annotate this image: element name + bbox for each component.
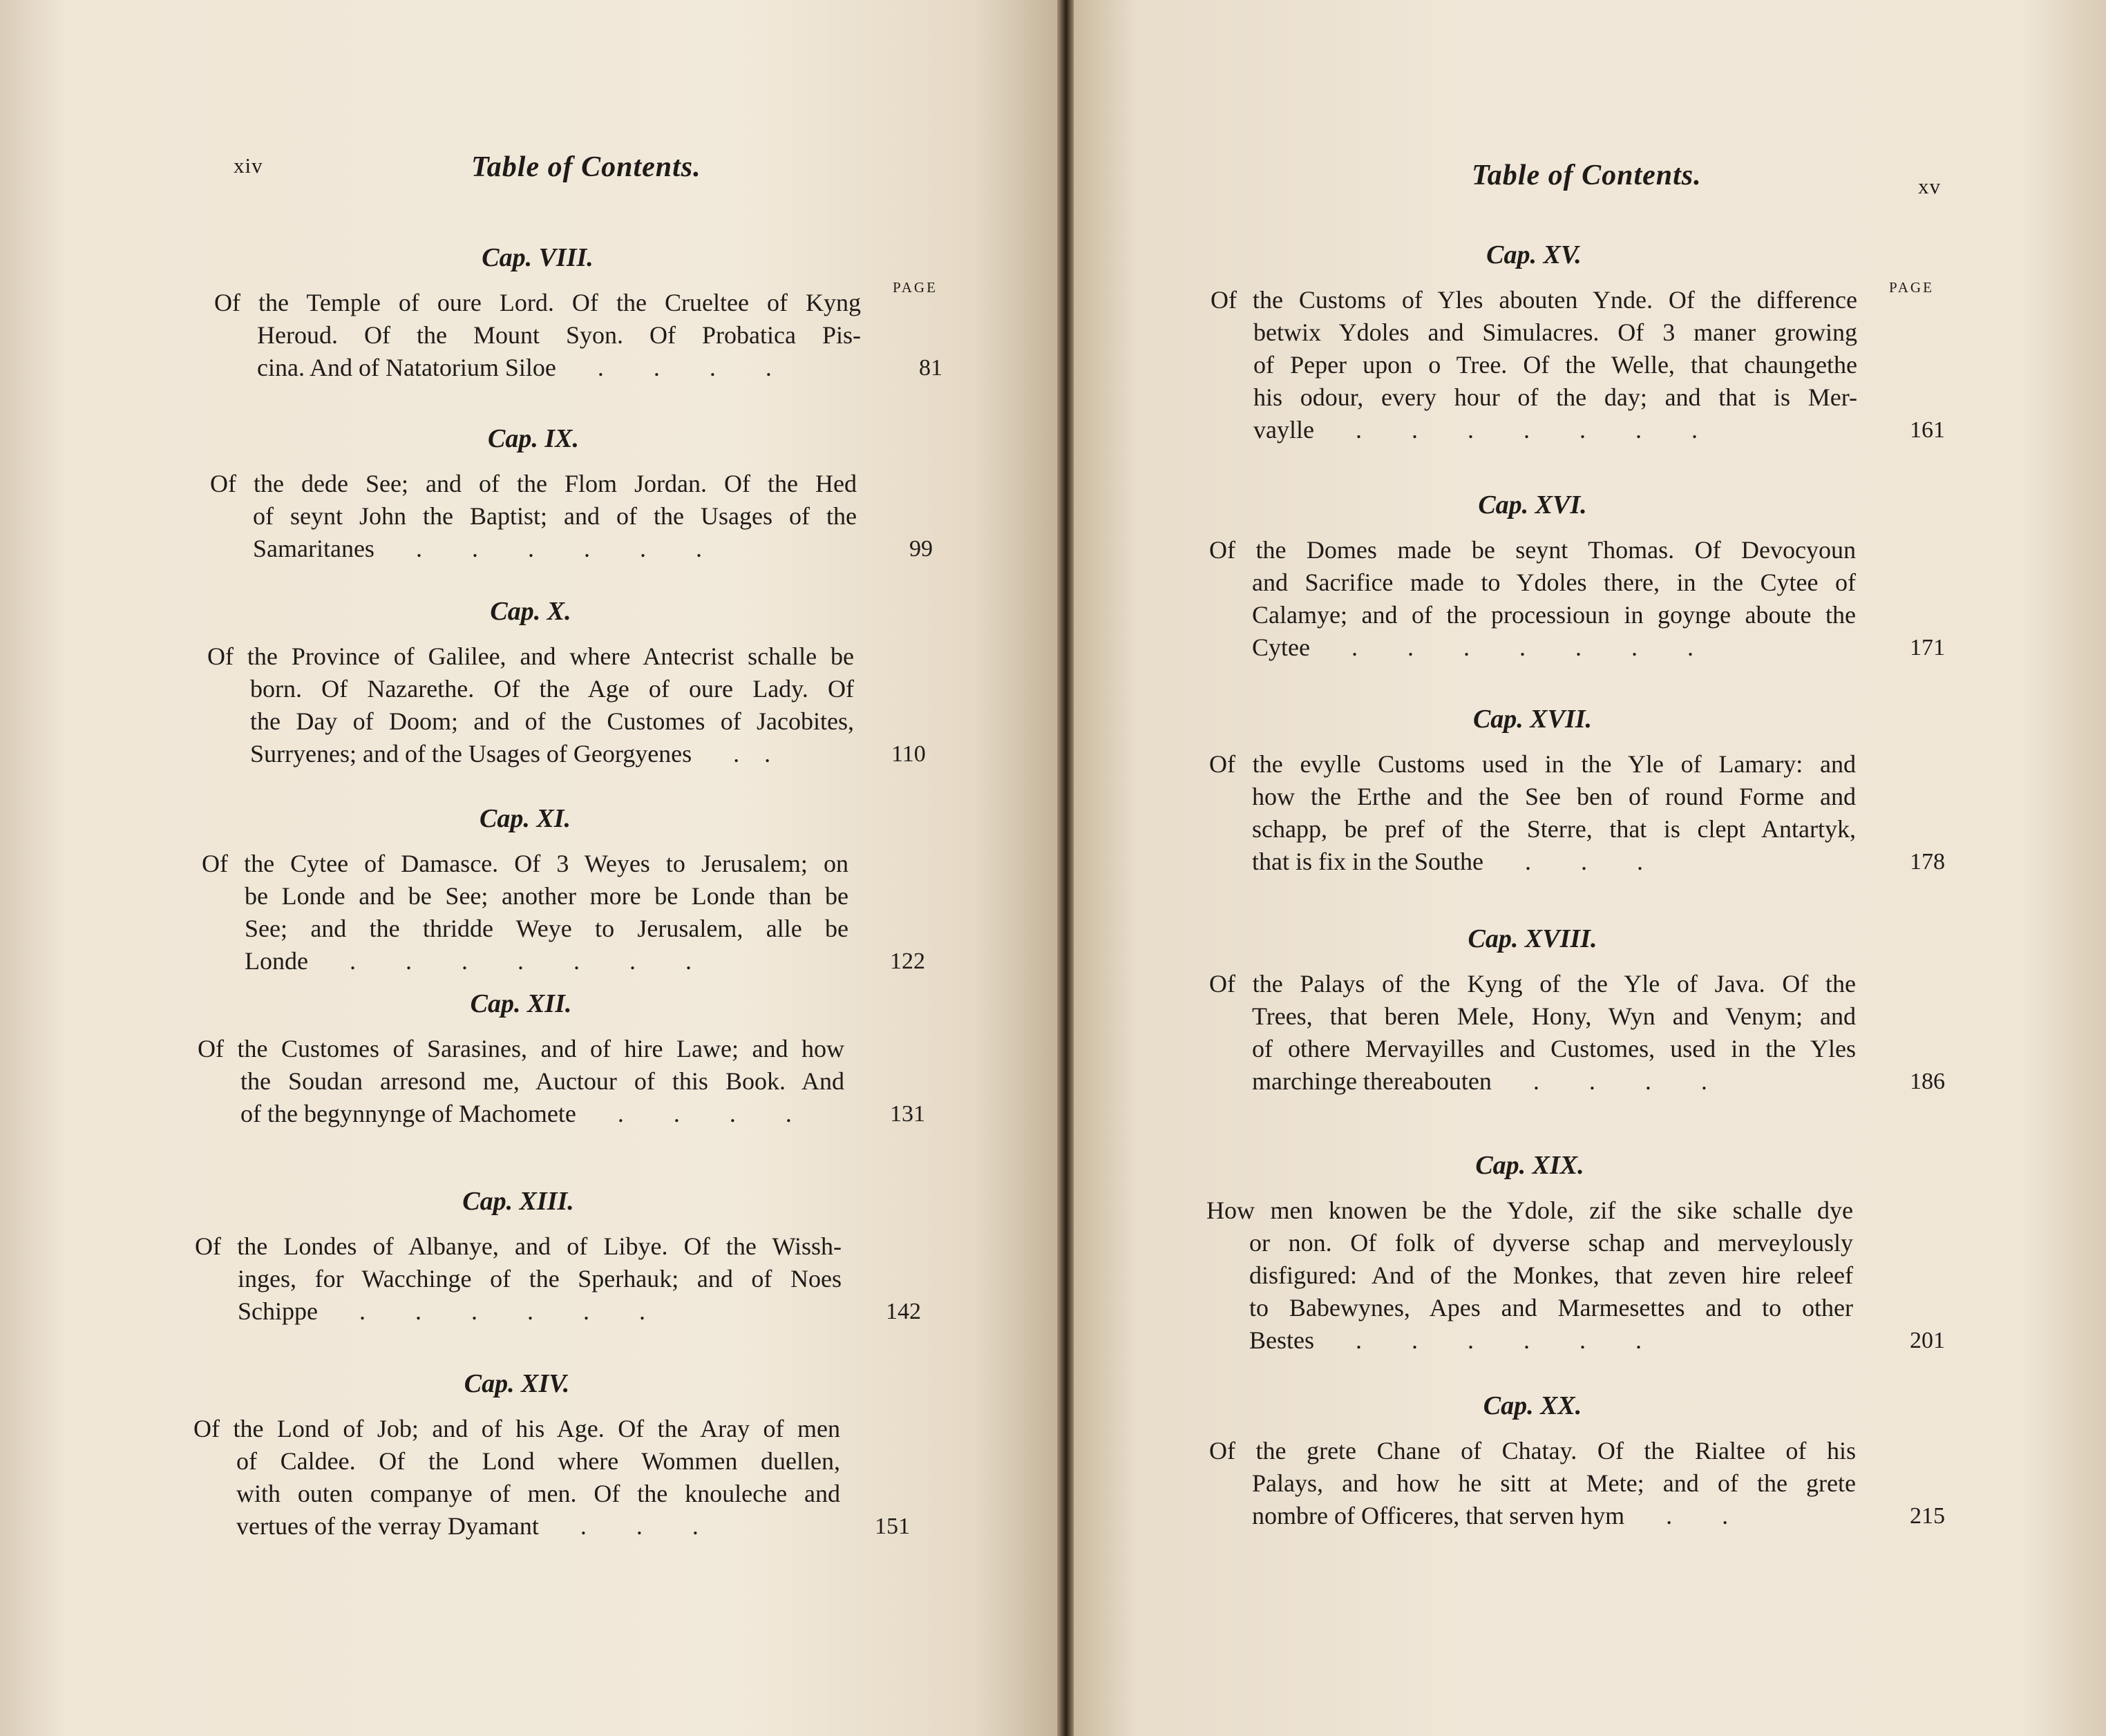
page-number: 99 [909, 536, 933, 562]
entry-text-line: his odour, every hour of the day; and that is Mer- [1253, 383, 1857, 411]
entry-text-line: to Babewynes, Apes and Marmesettes and to other [1249, 1294, 1853, 1322]
right-page [1074, 0, 2106, 1736]
entry-text-line [193, 1510, 840, 1543]
chapter-heading: Cap. XI. [480, 804, 571, 833]
entry-text-line: of seynt John the Baptist; and of the Usages of the [253, 502, 857, 530]
entry-text-line: Of the Londes of Albanye, and of Libye. Of the Wissh- [195, 1232, 842, 1260]
toc-entry [1209, 489, 1945, 664]
chapter-heading: Cap. VIII. [482, 243, 594, 272]
entry-text-line: Of the evylle Customs used in the Yle of Lamary: and [1209, 750, 1856, 778]
toc-entry [198, 988, 925, 1130]
entry-text: marchinge thereabouten [1252, 1067, 1492, 1095]
toc-entry [1209, 1390, 1945, 1532]
entry-text-line: Of the Customs of Yles abouten Ynde. Of the difference [1211, 286, 1857, 314]
leader-dots: . . . . [1533, 1067, 1707, 1095]
entry-text-line [1209, 631, 1856, 664]
page-number: 81 [919, 355, 942, 381]
toc-entry [195, 1185, 921, 1328]
chapter-heading: Cap. XV. [1486, 240, 1582, 269]
entry-text-line: of Peper upon o Tree. Of the Welle, that chaungethe [1253, 351, 1857, 379]
leader-dots: . . . . . . [415, 535, 702, 562]
entry-text-line: the Day of Doom; and of the Customes of Jacobites, [250, 707, 854, 735]
entry-text-line [1209, 1500, 1856, 1532]
page-number: 215 [1910, 1503, 1945, 1529]
entry-text: Bestes [1249, 1326, 1314, 1354]
entry-text: that is fix in the Southe [1252, 848, 1483, 875]
chapter-heading: Cap. XIX. [1475, 1151, 1584, 1180]
page-column-label: PAGE [893, 279, 938, 296]
entry-text-line: schapp, be pref of the Sterre, that is clept Antartyk, [1252, 815, 1856, 843]
entry-text-line: How men knowen be the Ydole, zif the sike schalle dye [1206, 1196, 1853, 1224]
running-head: Table of Contents. [1472, 160, 1702, 191]
leader-dots: . . . [580, 1512, 699, 1540]
entry-text-line: be Londe and be See; another more be Londe than be [245, 882, 848, 910]
entry-text-line [214, 352, 861, 384]
entry-text-line [1209, 1065, 1856, 1098]
entry-text-line [1211, 414, 1857, 446]
leader-dots: . . [1666, 1502, 1729, 1529]
entry-text-line: Trees, that beren Mele, Hony, Wyn and Venym; and [1252, 1002, 1856, 1030]
entry-text-line: Calamye; and of the processioun in goynge aboute the [1252, 601, 1856, 629]
page-number: 186 [1910, 1069, 1945, 1094]
entry-text-line: of othere Mervayilles and Customes, used in the Yles [1252, 1035, 1856, 1062]
entry-text-line: inges, for Wacchinge of the Sperhauk; and of Noes [238, 1265, 842, 1293]
page-number: 151 [875, 1514, 910, 1539]
entry-text-line: Of the Temple of oure Lord. Of the Crueltee of Kyng [214, 289, 861, 316]
chapter-heading: Cap. X. [490, 597, 571, 626]
toc-entry [207, 595, 926, 770]
entry-text-line [1206, 1324, 1853, 1357]
leader-dots: . . . . . . . [1355, 416, 1698, 443]
entry-text-line: or non. Of folk of dyverse schap and merveylously [1249, 1229, 1853, 1257]
entry-text-line: Of the Palays of the Kyng of the Yle of Java. Of the [1209, 970, 1856, 998]
entry-text-line: Of the Domes made be seynt Thomas. Of Devocyoun [1209, 536, 1856, 564]
entry-text: Cytee [1252, 633, 1310, 661]
entry-text: Surryenes; and of the Usages of Georgyenes [250, 740, 692, 767]
entry-text-line: Of the Province of Galilee, and where Antecrist schalle be [207, 642, 854, 670]
entry-text-line: of Caldee. Of the Lond where Wommen duellen, [236, 1447, 840, 1475]
page-number: 178 [1910, 849, 1945, 875]
chapter-heading: Cap. XVIII. [1468, 924, 1597, 953]
entry-text-line: Of the Cytee of Damasce. Of 3 Weyes to Jerusalem; on [202, 850, 848, 877]
toc-entry [210, 423, 933, 565]
chapter-heading: Cap. XIII. [462, 1187, 574, 1216]
toc-entry [1209, 923, 1945, 1098]
entry-text-line [198, 1098, 844, 1130]
leader-dots: . . . . [617, 1100, 792, 1127]
entry-text-line: born. Of Nazarethe. Of the Age of oure Lady. Of [250, 675, 854, 703]
toc-entry [193, 1368, 910, 1543]
chapter-heading: Cap. XVI. [1478, 490, 1587, 519]
entry-text-line: with outen companye of men. Of the knouleche and [236, 1480, 840, 1507]
entry-text: vaylle [1253, 416, 1314, 443]
entry-text-line: betwix Ydoles and Simulacres. Of 3 maner growing [1253, 318, 1857, 346]
entry-text-line: Of the Customes of Sarasines, and of hire Lawe; and how [198, 1035, 844, 1062]
page-number: 122 [890, 948, 925, 974]
entry-text-line [195, 1295, 842, 1328]
chapter-heading: Cap. XIV. [464, 1369, 570, 1398]
entry-text-line: Of the Lond of Job; and of his Age. Of the Aray of men [193, 1415, 840, 1442]
leader-dots: . . [733, 740, 771, 767]
entry-text: nombre of Officeres, that serven hym [1252, 1502, 1625, 1529]
chapter-heading: Cap. XII. [470, 989, 572, 1018]
chapter-heading: Cap. IX. [488, 424, 579, 453]
entry-text-line [202, 945, 848, 977]
entry-text-line [1209, 846, 1856, 878]
page-folio: xv [1918, 174, 1941, 198]
entry-text-line: how the Erthe and the See ben of round Forme and [1252, 783, 1856, 810]
page-column-label: PAGE [1889, 279, 1934, 296]
leader-dots: . . . [1524, 848, 1643, 875]
entry-text-line: Heroud. Of the Mount Syon. Of Probatica Pis- [257, 321, 861, 349]
chapter-heading: Cap. XVII. [1472, 705, 1593, 734]
entry-text-line [210, 533, 857, 565]
leader-dots: . . . . . . . [1351, 633, 1694, 661]
entry-text: of the begynnynge of Machomete [240, 1100, 576, 1127]
entry-text-line: Of the dede See; and of the Flom Jordan. Of the Hed [210, 470, 857, 497]
entry-text-line: See; and the thridde Weye to Jerusalem, alle be [245, 915, 848, 942]
page-number: 161 [1910, 417, 1945, 443]
page-number: 142 [886, 1299, 921, 1324]
page-number: 201 [1910, 1328, 1945, 1353]
entry-text: Londe [245, 947, 308, 975]
running-head: Table of Contents. [471, 151, 701, 183]
toc-entry [202, 803, 925, 977]
page-number: 171 [1910, 635, 1945, 660]
page-number: 110 [891, 741, 926, 767]
leader-dots: . . . . [597, 354, 772, 381]
page-number: 131 [890, 1101, 925, 1127]
book-gutter [1057, 0, 1074, 1736]
entry-text: vertues of the verray Dyamant [236, 1512, 539, 1540]
toc-entry [1206, 1150, 1945, 1357]
entry-text-line: Palays, and how he sitt at Mete; and of the grete [1252, 1469, 1856, 1497]
entry-text: Schippe [238, 1297, 318, 1325]
entry-text: Samaritanes [253, 535, 374, 562]
chapter-heading: Cap. XX. [1483, 1391, 1582, 1420]
entry-text-line: disfigured: And of the Monkes, that zeven hire releef [1249, 1261, 1853, 1289]
leader-dots: . . . . . . [359, 1297, 645, 1325]
page-folio: xiv [234, 153, 263, 178]
leader-dots: . . . . . . [1356, 1326, 1642, 1354]
toc-entry [1209, 703, 1945, 878]
entry-text: cina. And of Natatorium Siloe [257, 354, 556, 381]
entry-text-line: and Sacrifice made to Ydoles there, in the Cytee of [1252, 569, 1856, 596]
entry-text-line: Of the grete Chane of Chatay. Of the Rialtee of his [1209, 1437, 1856, 1465]
entry-text-line: the Soudan arresond me, Auctour of this Book. And [240, 1067, 844, 1095]
leader-dots: . . . . . . . [349, 947, 692, 975]
entry-text-line [207, 738, 854, 770]
